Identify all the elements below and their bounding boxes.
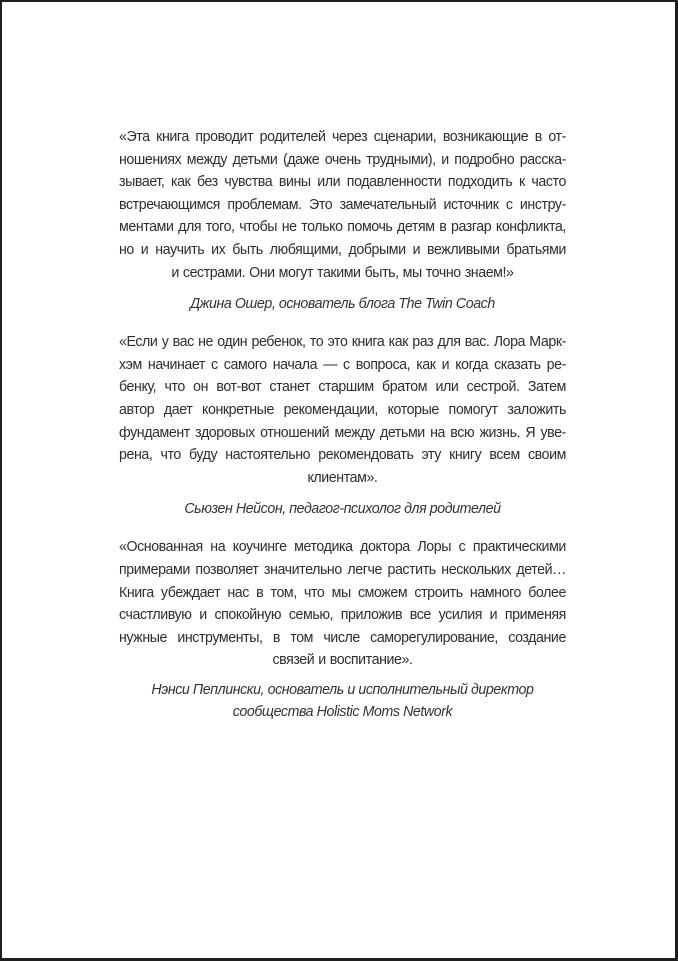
quote-line: и сестрами. Они могут такими быть, мы точно знаем!»	[171, 263, 514, 281]
quote-line: Книга убеждает нас в том, что мы сможем строить намного более	[119, 583, 566, 601]
quote-line: связей и воспитание».	[272, 651, 413, 669]
testimonial-2	[119, 331, 566, 520]
quote-line: хэм начинает с самого начала — с вопроса, как и когда сказать ре-	[119, 355, 566, 373]
attribution-line: Сьюзен Нейсон, педагог-психолог для родителей	[184, 500, 501, 518]
quote-line: счастливую и спокойную семью, приложив все усилия и применяя	[119, 606, 566, 624]
quote-line: но и научить их быть любящими, добрыми и вежливыми братьями	[119, 240, 566, 258]
quote-line: «Эта книга проводит родителей через сценарии, возникающие в от-	[119, 128, 566, 145]
testimonial-attribution	[119, 679, 566, 723]
attribution-line: Нэнси Пеплински, основатель и исполнительный директор	[151, 680, 534, 698]
quote-line: нужные инструменты, в том числе саморегулирование, создание	[119, 628, 566, 646]
testimonial-3	[119, 536, 566, 723]
quote-line: бенку, что он вот-вот станет старшим братом или сестрой. Затем	[119, 378, 566, 396]
quote-line: ментами для того, чтобы не только помочь детям в разгар конфликта,	[119, 218, 566, 236]
quote-line: встречающимся проблемам. Это замечательный источник с инстру-	[119, 195, 566, 213]
testimonials-section	[119, 126, 566, 723]
testimonial-quote	[119, 536, 566, 672]
quote-line: рена, что буду настоятельно рекомендовать эту книгу всем своим	[119, 446, 566, 464]
testimonial-quote	[119, 126, 566, 284]
quote-line: «Если у вас не один ребенок, то это книга как раз для вас. Лора Марк-	[119, 333, 566, 351]
quote-line: зывает, как без чувства вины или подавленности подходить к часто	[119, 173, 566, 191]
testimonial-attribution	[119, 293, 566, 315]
testimonial-attribution	[119, 498, 566, 520]
quote-line: фундамент здоровых отношений между детьми на всю жизнь. Я уве-	[119, 423, 566, 441]
quote-line: автор дает конкретные рекомендации, которые помогут заложить	[119, 400, 566, 418]
attribution-line: Джина Ошер, основатель блога The Twin Coach	[190, 295, 495, 313]
quote-line: «Основанная на коучинге методика доктора Лоры с практическими	[119, 538, 566, 556]
testimonial-1	[119, 126, 566, 315]
quote-line: примерами позволяет значительно легче растить нескольких детей…	[119, 560, 566, 578]
quote-line: ношениях между детьми (даже очень трудными), и подробно расска-	[119, 150, 566, 168]
testimonial-quote	[119, 331, 566, 489]
quote-line: клиентам».	[307, 468, 378, 486]
attribution-line: сообщества Holistic Moms Network	[232, 702, 453, 720]
